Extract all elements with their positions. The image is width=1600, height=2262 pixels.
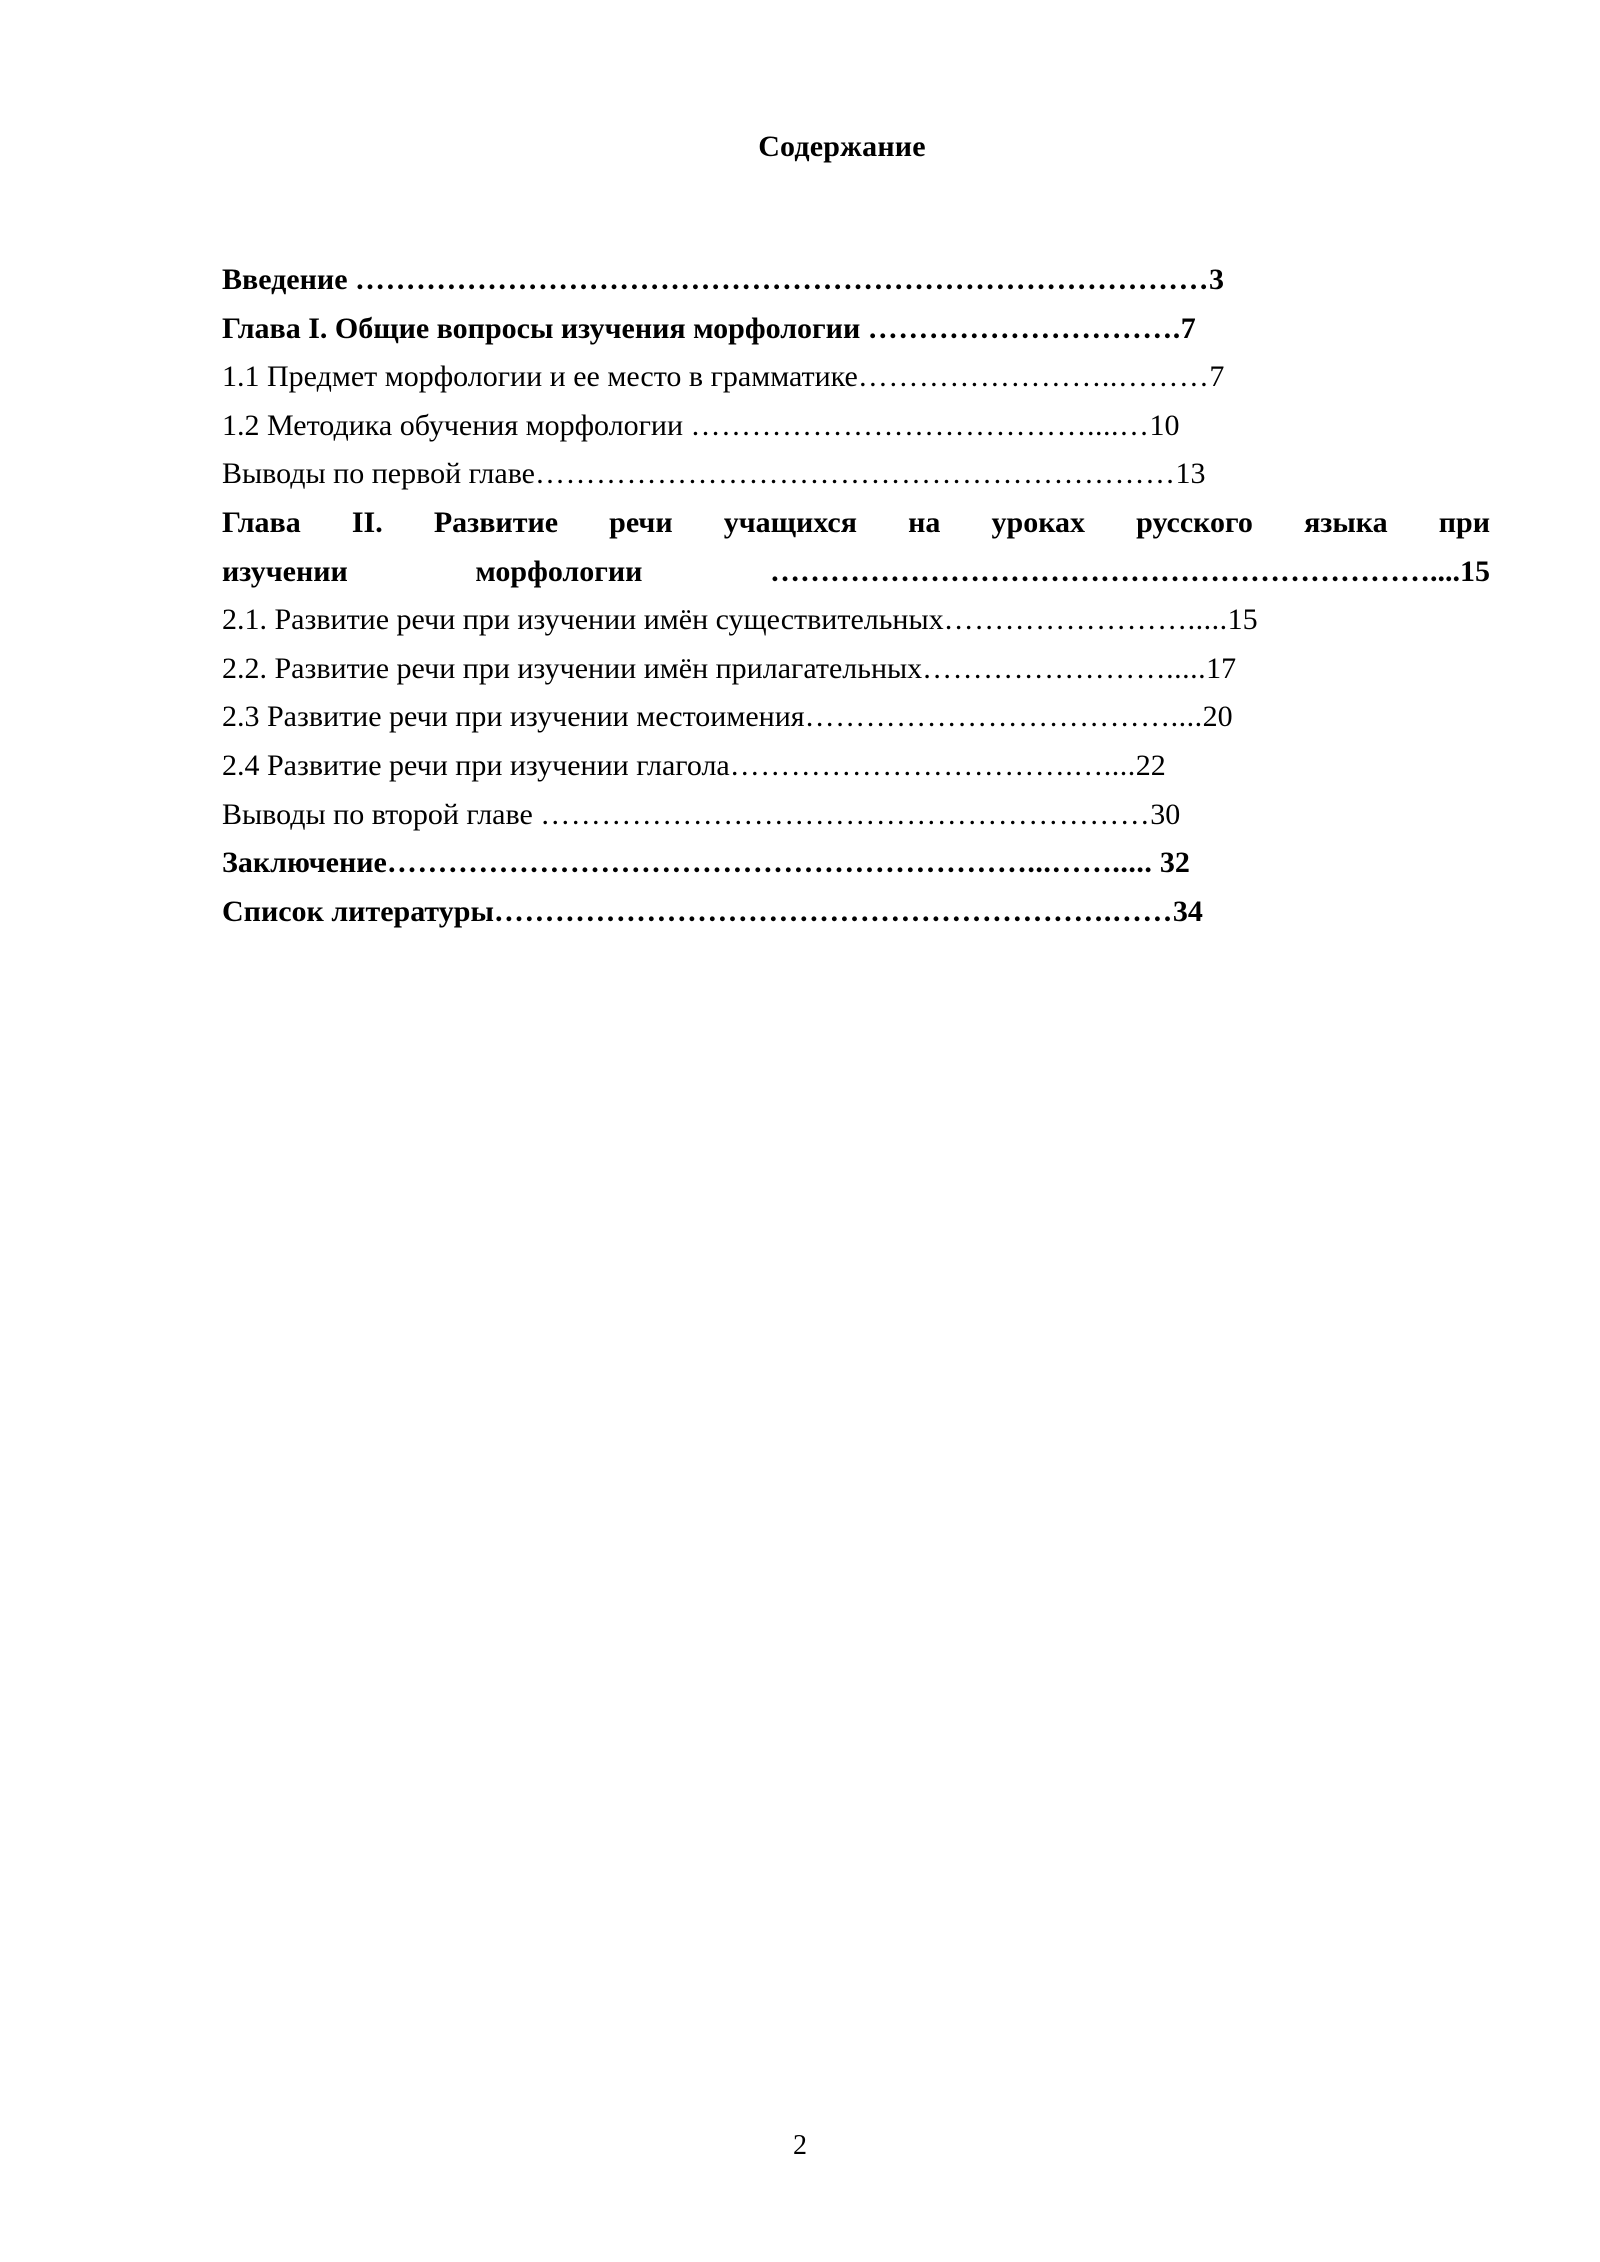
toc-page-number: 22 (1135, 748, 1166, 782)
toc-page-number: 10 (1149, 408, 1180, 442)
toc-page-number: 15 (1227, 603, 1258, 637)
toc-page-number: 7 (1209, 360, 1225, 394)
toc-leader: ………………………………………………………………………… (355, 263, 1210, 296)
toc-entry-chapter-2-line2 (222, 548, 1490, 597)
toc-leader: …………………………………………………… (540, 797, 1151, 831)
page-footer-number: 2 (793, 2130, 807, 2161)
toc-entry-label: 1.1 Предмет морфологии и ее место в грамматике (222, 360, 858, 394)
toc-entry-2-3[interactable] (222, 693, 1492, 742)
toc-entry-references[interactable] (222, 888, 1492, 937)
toc-entry-2-1[interactable] (222, 596, 1492, 645)
page-content (222, 130, 1492, 936)
toc-entry-chapter-2[interactable] (222, 499, 1490, 596)
toc-leader: ……………………………….... (804, 700, 1203, 734)
toc-entry-1-2[interactable] (222, 402, 1492, 451)
toc-page-number: 20 (1202, 700, 1233, 734)
toc-entry-chapter-1[interactable] (222, 305, 1492, 354)
toc-entry-label: Выводы по второй главе (222, 797, 541, 831)
toc-entry-label: 1.2 Методика обучения морфологии (222, 408, 691, 442)
toc-entry-2-4[interactable] (222, 742, 1492, 791)
toc-entry-label: Список литературы (222, 894, 494, 928)
toc-leader: …………………………………………………….…… (493, 894, 1173, 928)
table-of-contents (222, 256, 1492, 936)
toc-page-number: 3 (1209, 263, 1225, 296)
toc-page-number: 32 (1152, 846, 1190, 880)
toc-leader: ……………………………………………………… (535, 457, 1176, 491)
toc-page-number: 34 (1172, 894, 1203, 928)
toc-entry-introduction[interactable] (222, 256, 1492, 305)
page-title: Содержание (758, 130, 926, 163)
toc-entry-label: Глава I. Общие вопросы изучения морфологии (222, 311, 868, 345)
toc-entry-2-2[interactable] (222, 645, 1492, 694)
toc-page-number: 30 (1150, 797, 1181, 831)
toc-entry-label: 2.3 Развитие речи при изучении местоимения (222, 700, 805, 734)
toc-entry-1-1[interactable] (222, 353, 1492, 402)
toc-entry-label-line2: изучении морфологии (222, 554, 770, 588)
toc-entry-label: 2.1. Развитие речи при изучении имён существительных (222, 603, 944, 637)
toc-leader: ………………………………………………………...……..... (386, 846, 1153, 880)
toc-leader: ………………………………………………………….... (770, 554, 1460, 588)
toc-entry-conclusion[interactable] (222, 839, 1492, 888)
toc-entry-label-line1: Глава II. Развитие речи учащихся на уроках русского языка при (222, 505, 1490, 539)
toc-page-number: 15 (1460, 554, 1490, 588)
toc-page-number: 13 (1175, 457, 1206, 491)
toc-leader: ……………………..……… (857, 360, 1210, 394)
toc-leader: ……………………..... (943, 603, 1228, 637)
toc-leader: …………………………. (867, 311, 1181, 345)
toc-entry-conclusions-chapter-2[interactable] (222, 791, 1492, 840)
toc-leader: …………………………………....… (690, 408, 1150, 442)
toc-page-number: 7 (1180, 311, 1196, 345)
toc-entry-label: Введение (222, 263, 356, 296)
toc-entry-label: Выводы по первой главе (222, 457, 535, 491)
toc-leader: ……………………..... (922, 651, 1207, 685)
toc-entry-label: 2.2. Развитие речи при изучении имён прилагательных (222, 651, 923, 685)
toc-entry-conclusions-chapter-1[interactable] (222, 450, 1492, 499)
toc-leader: …………………………….….... (729, 748, 1136, 782)
toc-page-number: 17 (1206, 651, 1237, 685)
toc-entry-label: Заключение (222, 846, 387, 880)
toc-entry-label: 2.4 Развитие речи при изучении глагола (222, 748, 730, 782)
